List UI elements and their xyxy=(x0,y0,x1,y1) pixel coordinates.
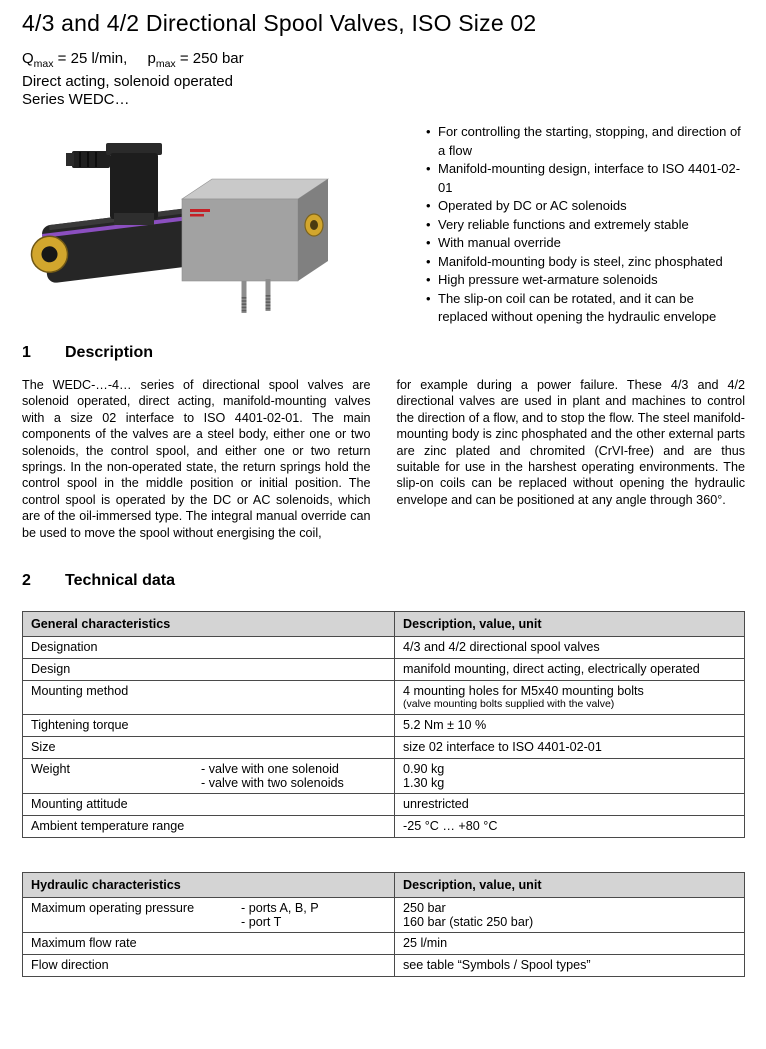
description-text xyxy=(22,377,745,541)
q-value: = 25 l/min, xyxy=(53,50,128,67)
p-subscript: max xyxy=(155,58,176,70)
row-value-line: 4 mounting holes for M5x40 mounting bolts xyxy=(403,684,644,699)
table-header-row xyxy=(23,873,744,897)
row-value: 4/3 and 4/2 directional spool valves xyxy=(403,640,600,655)
qmax-spec xyxy=(22,50,128,70)
feature-item xyxy=(426,123,745,160)
bullet-icon: • xyxy=(426,216,431,232)
row-value: 5.2 Nm ± 10 % xyxy=(403,718,487,733)
section-2-heading xyxy=(22,571,745,591)
row-value: size 02 interface to ISO 4401-02-01 xyxy=(403,740,602,755)
row-label: Designation xyxy=(23,637,395,658)
row-sublabel: - port T xyxy=(241,915,282,930)
row-value-line: 1.30 kg xyxy=(403,776,445,791)
bullet-icon: • xyxy=(426,235,431,250)
general-characteristics-table xyxy=(22,611,745,838)
feature-text: For controlling the starting, stopping, and direction of a flow xyxy=(438,124,741,158)
row-label: Mounting method xyxy=(23,681,395,714)
row-label: Maximum operating pressure xyxy=(31,901,195,916)
table-row xyxy=(23,680,744,714)
table-header-right: Description, value, unit xyxy=(403,878,542,893)
row-label: Mounting attitude xyxy=(23,794,395,815)
table-row xyxy=(23,932,744,954)
row-label-group xyxy=(23,898,395,932)
din-connector xyxy=(66,143,162,225)
mounting-studs xyxy=(244,279,268,313)
bullet-icon: • xyxy=(426,290,431,306)
table-row xyxy=(23,736,744,758)
table-header-left: General characteristics xyxy=(23,612,395,636)
table-header-right: Description, value, unit xyxy=(403,617,542,632)
feature-text: Operated by DC or AC solenoids xyxy=(438,198,627,213)
hydraulic-characteristics-table xyxy=(22,872,745,977)
table-row xyxy=(23,897,744,932)
section-number: 1 xyxy=(22,344,31,361)
description-col-left: The WEDC-…-4… series of directional spool valves are solenoid operated, direct acting, manifold-mounting valves with a size 02 interface to ISO 4401-02-01. The main components of the valves are a steel body, either one or two solenoids, the control spool, and either one or two return springs. In the non-operated state, the return springs hold the control spool in the middle position or initial position. The control spool is operated by the DC or AC solenoids, which are of the oil-immersed type. The integral manual override can be used to move the spool without energising the coil, xyxy=(22,378,371,540)
row-value-line: 250 bar xyxy=(403,901,446,916)
feature-text: With manual override xyxy=(438,235,561,250)
row-value: -25 °C … +80 °C xyxy=(403,819,498,834)
feature-text: Manifold-mounting design, interface to ISO 4401-02-01 xyxy=(438,161,741,195)
row-label: Ambient temperature range xyxy=(23,816,395,837)
port-boss-right xyxy=(305,214,323,236)
solenoid-coil xyxy=(28,208,199,286)
table-header-row xyxy=(23,612,744,636)
row-value: see table “Symbols / Spool types” xyxy=(403,958,591,973)
row-sublabels xyxy=(241,901,319,929)
table-row xyxy=(23,793,744,815)
bullet-icon: • xyxy=(426,124,431,139)
table-row xyxy=(23,954,744,976)
row-value-line: 0.90 kg xyxy=(403,762,445,777)
feature-text: Manifold-mounting body is steel, zinc phosphated xyxy=(438,253,723,269)
spec-line xyxy=(22,50,745,73)
table-header-left: Hydraulic characteristics xyxy=(23,873,395,897)
feature-item xyxy=(426,253,745,272)
section-number: 2 xyxy=(22,572,31,590)
row-value: unrestricted xyxy=(403,797,469,812)
bullet-icon: • xyxy=(426,198,431,213)
row-value-line: 160 bar (static 250 bar) xyxy=(403,915,534,930)
table-row xyxy=(23,758,744,793)
feature-item xyxy=(426,160,745,197)
row-sublabels xyxy=(201,762,344,790)
row-sublabel: - valve with two solenoids xyxy=(201,776,344,791)
row-sublabel: - valve with one solenoid xyxy=(201,762,339,777)
table-row xyxy=(23,636,744,658)
p-symbol: p xyxy=(147,50,156,67)
product-photo xyxy=(22,121,330,326)
feature-item xyxy=(426,216,745,235)
p-value: = 250 bar xyxy=(175,50,244,67)
row-label: Design xyxy=(23,659,395,680)
row-value xyxy=(395,681,744,714)
section-title: Description xyxy=(65,344,154,361)
row-label-group xyxy=(23,759,395,793)
row-label: Flow direction xyxy=(23,955,395,976)
description-col-right: for example during a power failure. These 4/3 and 4/2 directional valves are used in plant and machines to control the direction of a flow, and to stop the flow. The steel manifold-mounting body is zinc phosphated and the other external parts are zinc plated and chromited (CrVI-free) and are thus suitable for use in the harshest operating environments. The slip-on coils can be replaced without opening the hydraulic envelope and can be positioned at any angle through 360°. xyxy=(396,378,745,507)
pmax-spec xyxy=(147,50,244,70)
hero-row xyxy=(22,121,745,327)
row-value xyxy=(395,759,744,793)
feature-text: The slip-on coil can be rotated, and it can be replaced without opening the hydraulic envelope xyxy=(438,290,717,324)
feature-text: High pressure wet-armature solenoids xyxy=(438,272,658,287)
subtitle-line-1: Direct acting, solenoid operated xyxy=(22,73,233,90)
table-row xyxy=(23,714,744,736)
bullet-icon: • xyxy=(426,272,431,287)
table-row xyxy=(23,815,744,837)
row-value xyxy=(395,898,744,932)
feature-text: Very reliable functions and extremely stable xyxy=(438,216,689,232)
subtitle-line-2: Series WEDC… xyxy=(22,91,130,108)
row-label: Maximum flow rate xyxy=(23,933,395,954)
q-subscript: max xyxy=(33,58,54,70)
row-value: manifold mounting, direct acting, electrically operated xyxy=(403,662,700,677)
feature-item xyxy=(426,234,745,253)
row-label: Weight xyxy=(31,762,70,777)
section-title: Technical data xyxy=(65,572,175,590)
row-sublabel: - ports A, B, P xyxy=(241,901,319,916)
bullet-icon: • xyxy=(426,161,431,176)
page-title: 4/3 and 4/2 Directional Spool Valves, ISO Size 02 xyxy=(22,10,537,36)
row-value-note: (valve mounting bolts supplied with the valve) xyxy=(403,698,615,711)
feature-item xyxy=(426,290,745,327)
row-label: Size xyxy=(23,737,395,758)
feature-item xyxy=(426,271,745,290)
section-1-heading xyxy=(22,343,745,363)
feature-list xyxy=(426,123,745,327)
bullet-icon: • xyxy=(426,253,431,269)
q-symbol: Q xyxy=(22,50,34,67)
row-value: 25 l/min xyxy=(403,936,448,951)
feature-item xyxy=(426,197,745,216)
row-label: Tightening torque xyxy=(23,715,395,736)
table-row xyxy=(23,658,744,680)
